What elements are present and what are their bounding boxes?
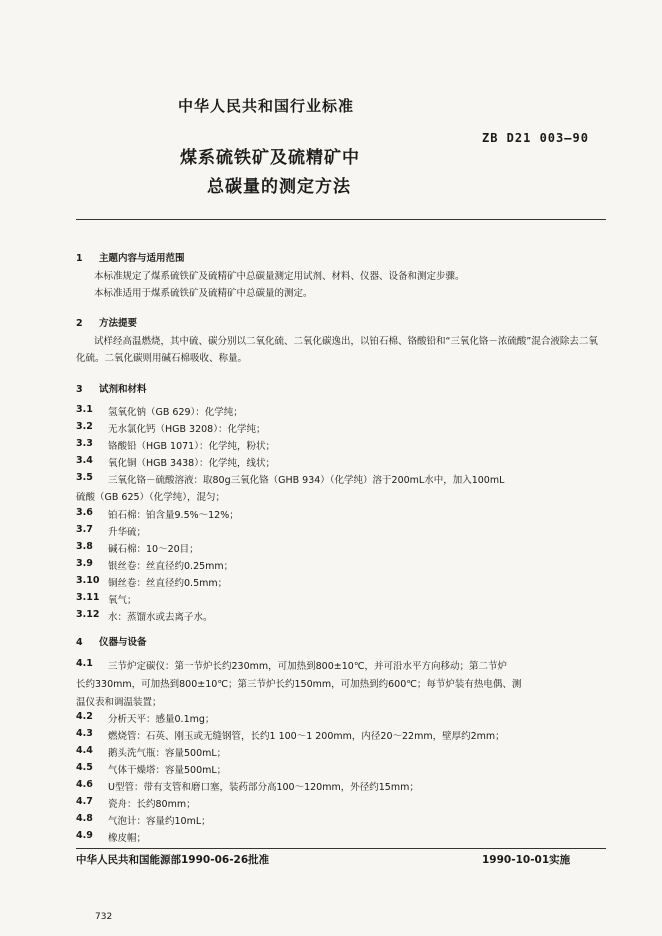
item-number: 4.1 [76, 658, 93, 669]
list-item: 升华硫； [108, 527, 147, 538]
list-item: 氧化铜（HGB 3438）：化学纯，线状； [108, 458, 275, 469]
section-2-heading [76, 315, 137, 329]
section-title: 主题内容与适用范围 [99, 253, 185, 264]
item-number: 4.5 [76, 762, 93, 773]
list-item-continuation: 温仪表和调温装置； [76, 697, 162, 708]
list-item: 瓷舟：长约80mm； [108, 799, 196, 810]
section-number: 3 [76, 384, 83, 395]
item-number: 3.2 [76, 421, 93, 432]
document-title-line2: 总碳量的测定方法 [207, 177, 351, 197]
item-number: 3.4 [76, 455, 93, 466]
top-rule [76, 219, 606, 220]
section-1-paragraph-1: 本标准规定了煤系硫铁矿及硫精矿中总碳量测定用试剂、材料、仪器、设备和测定步骤。 [94, 271, 465, 282]
section-1-heading [76, 250, 185, 264]
list-item: 鹅头洗气瓶：容量500mL； [108, 748, 227, 759]
standard-org-header: 中华人民共和国行业标准 [178, 97, 355, 115]
item-number: 4.6 [76, 779, 93, 790]
list-item: 铬酸铅（HGB 1071）：化学纯，粉状； [108, 441, 275, 452]
section-2-paragraph: 试样经高温燃烧，其中硫、碳分别以二氧化硫、二氧化碳逸出，以铂石棉、铬酸铅和“三氧化铬－浓硫酸”混合液除去二氧化硫。二氧化碳则用碱石棉吸收、称量。 [76, 336, 598, 364]
list-item: 氢氧化钠（GB 629）：化学纯； [108, 407, 243, 418]
section-title: 方法提要 [99, 318, 138, 329]
list-item-continuation: 硫酸（GB 625）（化学纯），混匀； [76, 492, 226, 503]
item-number: 3.7 [76, 524, 93, 535]
list-item: 无水氯化钙（HGB 3208）：化学纯； [108, 424, 266, 435]
item-number: 4.9 [76, 830, 93, 841]
list-item: 气体干燥塔：容量500mL； [108, 765, 227, 776]
list-item: 铂石棉：铂含量9.5%～12%； [108, 510, 239, 521]
item-number: 3.9 [76, 558, 93, 569]
list-item-continuation: 长约330mm，可加热到800±10℃；第三节炉长约150mm，可加热到约600℃；每节炉装有热电偶、测 [76, 679, 522, 690]
list-item: 三节炉定碳仪：第一节炉长约230mm，可加热到800±10℃，并可沿水平方向移动；第二节炉 [108, 661, 507, 672]
item-number: 3.8 [76, 541, 93, 552]
list-item: 燃烧管：石英、刚玉或无缝钢管，长约1 100～1 200mm，内径20～22mm，壁厚约2mm； [108, 731, 505, 742]
list-item: 分析天平：感量0.1mg； [108, 714, 215, 725]
list-item: 气泡计：容量约10mL； [108, 816, 211, 827]
section-number: 4 [76, 637, 83, 648]
list-item: 碱石棉：10～20目； [108, 544, 199, 555]
section-4-heading [76, 634, 147, 648]
item-number: 4.2 [76, 711, 93, 722]
document-title-line1: 煤系硫铁矿及硫精矿中 [180, 148, 360, 168]
item-number: 3.3 [76, 438, 93, 449]
effective-date: 1990-10-01实施 [482, 854, 571, 866]
standard-code: ZB D21 003—90 [482, 131, 589, 145]
list-item: 三氧化铬－硫酸溶液：取80g三氧化铬（GHB 934）（化学纯）溶于200mL水中，加入100mL [108, 475, 505, 486]
approval-statement: 中华人民共和国能源部1990-06-26批准 [76, 854, 270, 866]
list-item: 水：蒸馏水或去离子水。 [108, 612, 213, 623]
list-item: 橡皮帽； [108, 833, 147, 844]
item-number: 3.5 [76, 472, 93, 483]
section-1-paragraph-2: 本标准适用于煤系硫铁矿及硫精矿中总碳量的测定。 [94, 288, 313, 299]
list-item: U型管：带有支管和磨口塞，装药部分高100～120mm，外径约15mm； [108, 782, 419, 793]
item-number: 3.10 [76, 575, 100, 586]
section-title: 试剂和材料 [99, 384, 147, 395]
list-item: 银丝卷：丝直径约0.25mm； [108, 561, 234, 572]
page-number: 732 [95, 912, 113, 922]
section-number: 2 [76, 318, 83, 329]
list-item: 氧气； [108, 595, 137, 606]
item-number: 3.11 [76, 592, 100, 603]
item-number: 4.4 [76, 745, 93, 756]
item-number: 4.8 [76, 813, 93, 824]
item-number: 3.6 [76, 507, 93, 518]
item-number: 4.7 [76, 796, 93, 807]
item-number: 3.12 [76, 609, 100, 620]
list-item: 铜丝卷：丝直径约0.5mm； [108, 578, 228, 589]
item-number: 4.3 [76, 728, 93, 739]
section-number: 1 [76, 253, 83, 264]
section-3-heading [76, 381, 147, 395]
footer-rule [76, 848, 606, 849]
item-number: 3.1 [76, 404, 93, 415]
section-title: 仪器与设备 [99, 637, 147, 648]
